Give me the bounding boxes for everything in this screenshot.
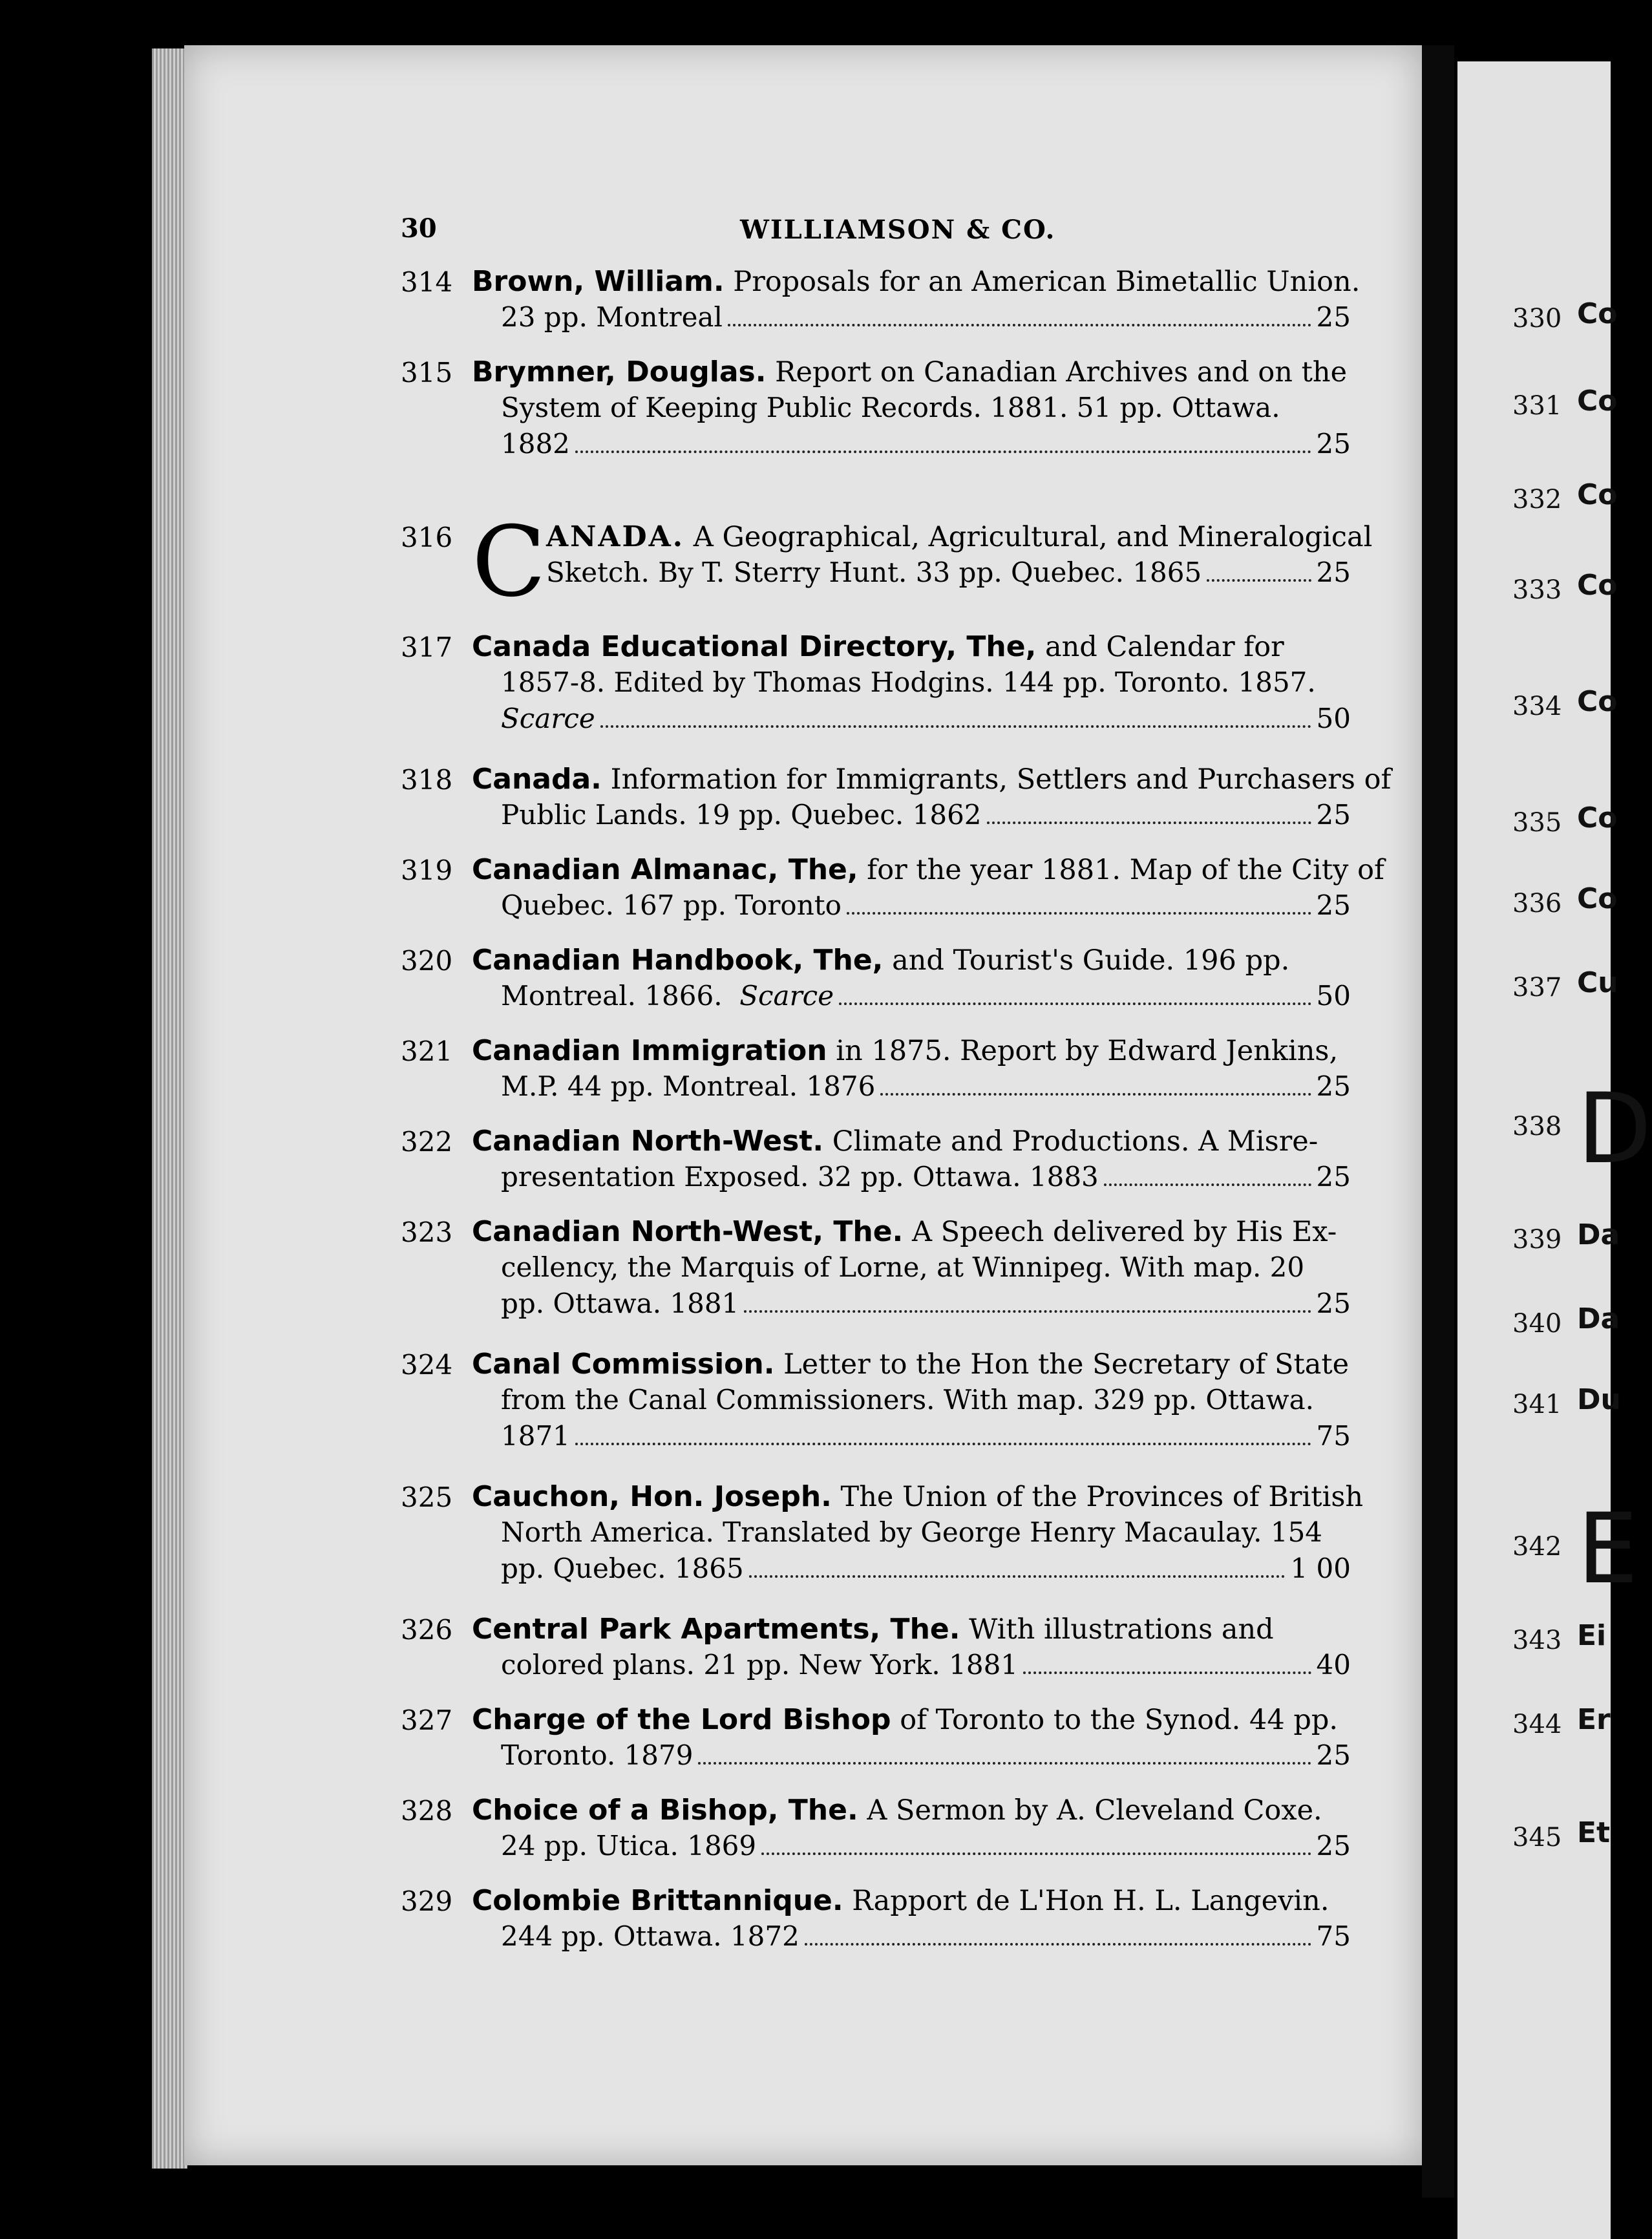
facing-entry-number: 334 [1512,692,1562,721]
entry-details: System of Keeping Public Records. 1881. 51 pp. Ottawa. [501,392,1280,423]
entry-number: 328 [401,1795,453,1827]
entry-number: 327 [401,1704,453,1736]
entry-title: Canada. [472,763,602,796]
entry-details: 23 pp. Montreal [501,301,723,333]
entry-details: Toronto. 1879 [501,1739,694,1771]
entry-description: Letter to the Hon the Secretary of State [783,1348,1350,1381]
catalog-entry [401,1215,1357,1348]
entry-price: 25 [1316,889,1351,921]
facing-section-letter: D [1577,1073,1652,1185]
catalog-entry [401,1884,1357,1975]
entry-description: A Geographical, Agricultural, and Mineralogical [693,521,1373,553]
entry-description: in 1875. Report by Edward Jenkins, [836,1035,1339,1067]
catalog-entry [401,1480,1364,1613]
entry-details: Quebec. 167 pp. Toronto [501,889,842,921]
entry-title: Central Park Apartments, The. [472,1613,960,1646]
entry-price: 40 [1316,1649,1351,1681]
entry-number: 324 [401,1349,453,1381]
entry-price: 75 [1316,1920,1351,1952]
entry-title: Choice of a Bishop, The. [472,1794,858,1827]
facing-entry-label: Er [1577,1703,1611,1736]
facing-entry-number: 338 [1512,1112,1562,1141]
facing-entry-number: 345 [1512,1823,1562,1852]
facing-entry-number: 333 [1512,575,1562,605]
catalog-entry [401,944,1357,1034]
entry-price: 25 [1316,1739,1351,1771]
catalog-entry [401,1703,1357,1794]
facing-entry-label: Co [1577,801,1618,834]
entry-details: pp. Quebec. 1865 [501,1553,744,1584]
entry-number: 317 [401,631,453,663]
entry-price: 25 [1316,799,1351,831]
facing-entry-label: Co [1577,569,1618,602]
entry-title: Canadian North-West. [472,1125,824,1158]
entry-number: 319 [401,854,453,886]
entry-price: 75 [1316,1420,1351,1452]
entry-description: Report on Canadian Archives and on the [775,356,1348,388]
entry-details: 1882 [501,428,570,460]
entry-details: 1857-8. Edited by Thomas Hodgins. 144 pp. Toronto. 1857. [501,666,1316,698]
entry-number: 326 [401,1614,453,1646]
entry-number: 322 [401,1126,453,1158]
catalog-entry [401,1348,1357,1480]
entry-title: Charge of the Lord Bishop [472,1703,891,1736]
facing-entry-number: 341 [1512,1390,1562,1419]
facing-entry-label: Co [1577,478,1618,511]
entry-title: Brymner, Douglas. [472,355,767,388]
entry-description: Rapport de L'Hon H. L. Langevin. [852,1885,1329,1917]
entry-details: 24 pp. Utica. 1869 [501,1830,757,1862]
facing-entry-number: 343 [1512,1626,1562,1655]
facing-entry-label: Co [1577,685,1618,718]
facing-entry-number: 342 [1512,1532,1562,1562]
facing-entry-number: 330 [1512,304,1562,334]
drop-cap: C [472,506,546,619]
entry-details: pp. Ottawa. 1881 [501,1288,739,1319]
catalog-entry [401,1034,1357,1125]
page-number: 30 [401,213,437,244]
catalog-entry [401,1613,1357,1703]
entry-description: Climate and Productions. A Misre- [832,1125,1318,1158]
entry-title: Brown, William. [472,265,725,298]
entry-details: colored plans. 21 pp. New York. 1881 [501,1649,1019,1681]
page-edge [152,48,187,2169]
facing-entry-number: 339 [1512,1225,1562,1255]
entry-description: A Sermon by A. Cleveland Coxe. [867,1794,1322,1827]
catalog-entry [401,1794,1357,1884]
entry-price: 25 [1316,1161,1351,1193]
facing-entry-number: 335 [1512,808,1562,838]
entry-number: 321 [401,1035,453,1067]
entry-details: North America. Translated by George Henry Macaulay. 154 [501,1516,1323,1548]
entry-number: 320 [401,945,453,977]
running-title: WILLIAMSON & CO. [740,215,1056,245]
entry-title: Canadian Almanac, The, [472,853,858,886]
entry-details: 1871 [501,1420,570,1452]
entry-details: Public Lands. 19 pp. Quebec. 1862 [501,799,982,831]
entry-details: from the Canal Commissioners. With map. 329 pp. Ottawa. [501,1384,1314,1416]
entry-price: 50 [1316,980,1351,1012]
facing-entry-label: Co [1577,297,1618,330]
entry-title: Canada Educational Directory, The, [472,630,1037,663]
entry-number: 315 [401,357,453,388]
entry-number: 314 [401,266,453,298]
facing-entry-number: 336 [1512,889,1562,918]
entry-title: ANADA. [546,520,685,553]
entry-price: 25 [1316,1288,1351,1319]
facing-entry-label: Cu [1577,966,1618,999]
entry-details: Montreal. 1866. [501,980,723,1012]
entry-price: 25 [1316,1070,1351,1102]
entry-title: Cauchon, Hon. Joseph. [472,1480,832,1513]
entry-title: Canadian Handbook, The, [472,944,884,977]
catalog-entry [401,265,1361,355]
facing-entry-label: Da [1577,1302,1620,1335]
entry-price: 1 00 [1290,1553,1351,1584]
catalog-entry [401,1125,1357,1215]
facing-entry-number: 332 [1512,485,1562,515]
facing-entry-label: Co [1577,882,1618,915]
facing-entry-label: Ei [1577,1619,1607,1652]
entry-note: Scarce [501,703,595,734]
entry-note: Scarce [739,980,834,1012]
facing-entry-number: 337 [1512,973,1562,1003]
entry-price: 25 [1316,428,1351,460]
entry-number: 318 [401,764,453,796]
entry-details: 244 pp. Ottawa. 1872 [501,1920,800,1952]
catalog-entry [401,853,1384,944]
book-gutter [1422,45,1454,2198]
facing-entry-label: Du [1577,1383,1621,1416]
entry-price: 50 [1316,703,1351,734]
facing-entry-label: Da [1577,1218,1620,1251]
entry-details: presentation Exposed. 32 pp. Ottawa. 1883 [501,1161,1099,1193]
catalog-entry [401,355,1357,488]
entry-number: 329 [401,1885,453,1917]
entry-title: Colombie Brittannique. [472,1884,843,1917]
entry-number: 323 [401,1216,453,1248]
entry-price: 25 [1316,1830,1351,1862]
entry-description: Proposals for an American Bimetallic Union. [733,266,1361,298]
entry-details: M.P. 44 pp. Montreal. 1876 [501,1070,876,1102]
entry-description: A Speech delivered by His Ex- [911,1216,1337,1248]
entry-title: Canal Commission. [472,1348,775,1381]
entry-title: Canadian North-West, The. [472,1215,904,1248]
facing-entry-number: 331 [1512,391,1562,421]
entry-description: of Toronto to the Synod. 44 pp. [900,1704,1339,1736]
entry-price: 25 [1316,301,1351,333]
entry-number: 316 [401,522,453,553]
entry-description: for the year 1881. Map of the City of [867,854,1384,886]
entry-description: With illustrations and [969,1613,1274,1646]
entry-details: cellency, the Marquis of Lorne, at Winnipeg. With map. 20 [501,1251,1305,1283]
facing-entry-label: Et [1577,1816,1611,1849]
entry-details: Sketch. By T. Sterry Hunt. 33 pp. Quebec. 1865 [546,557,1202,588]
entry-description: Information for Immigrants, Settlers and Purchasers of [610,763,1392,796]
entry-description: The Union of the Provinces of British [840,1481,1364,1513]
entry-description: and Calendar for [1044,631,1284,663]
entry-description: and Tourist's Guide. 196 pp. [892,944,1290,977]
facing-entry-number: 340 [1512,1309,1562,1339]
catalog-entry [401,630,1357,763]
entry-title: Canadian Immigration [472,1034,827,1067]
facing-entry-number: 344 [1512,1710,1562,1739]
facing-section-letter: E [1577,1493,1638,1606]
catalog-entry [401,763,1392,853]
catalog-entries [401,265,1392,1975]
catalog-entry [401,506,1373,630]
entry-number: 325 [401,1481,453,1513]
facing-entry-label: Co [1577,385,1618,418]
entry-price: 25 [1316,557,1351,588]
